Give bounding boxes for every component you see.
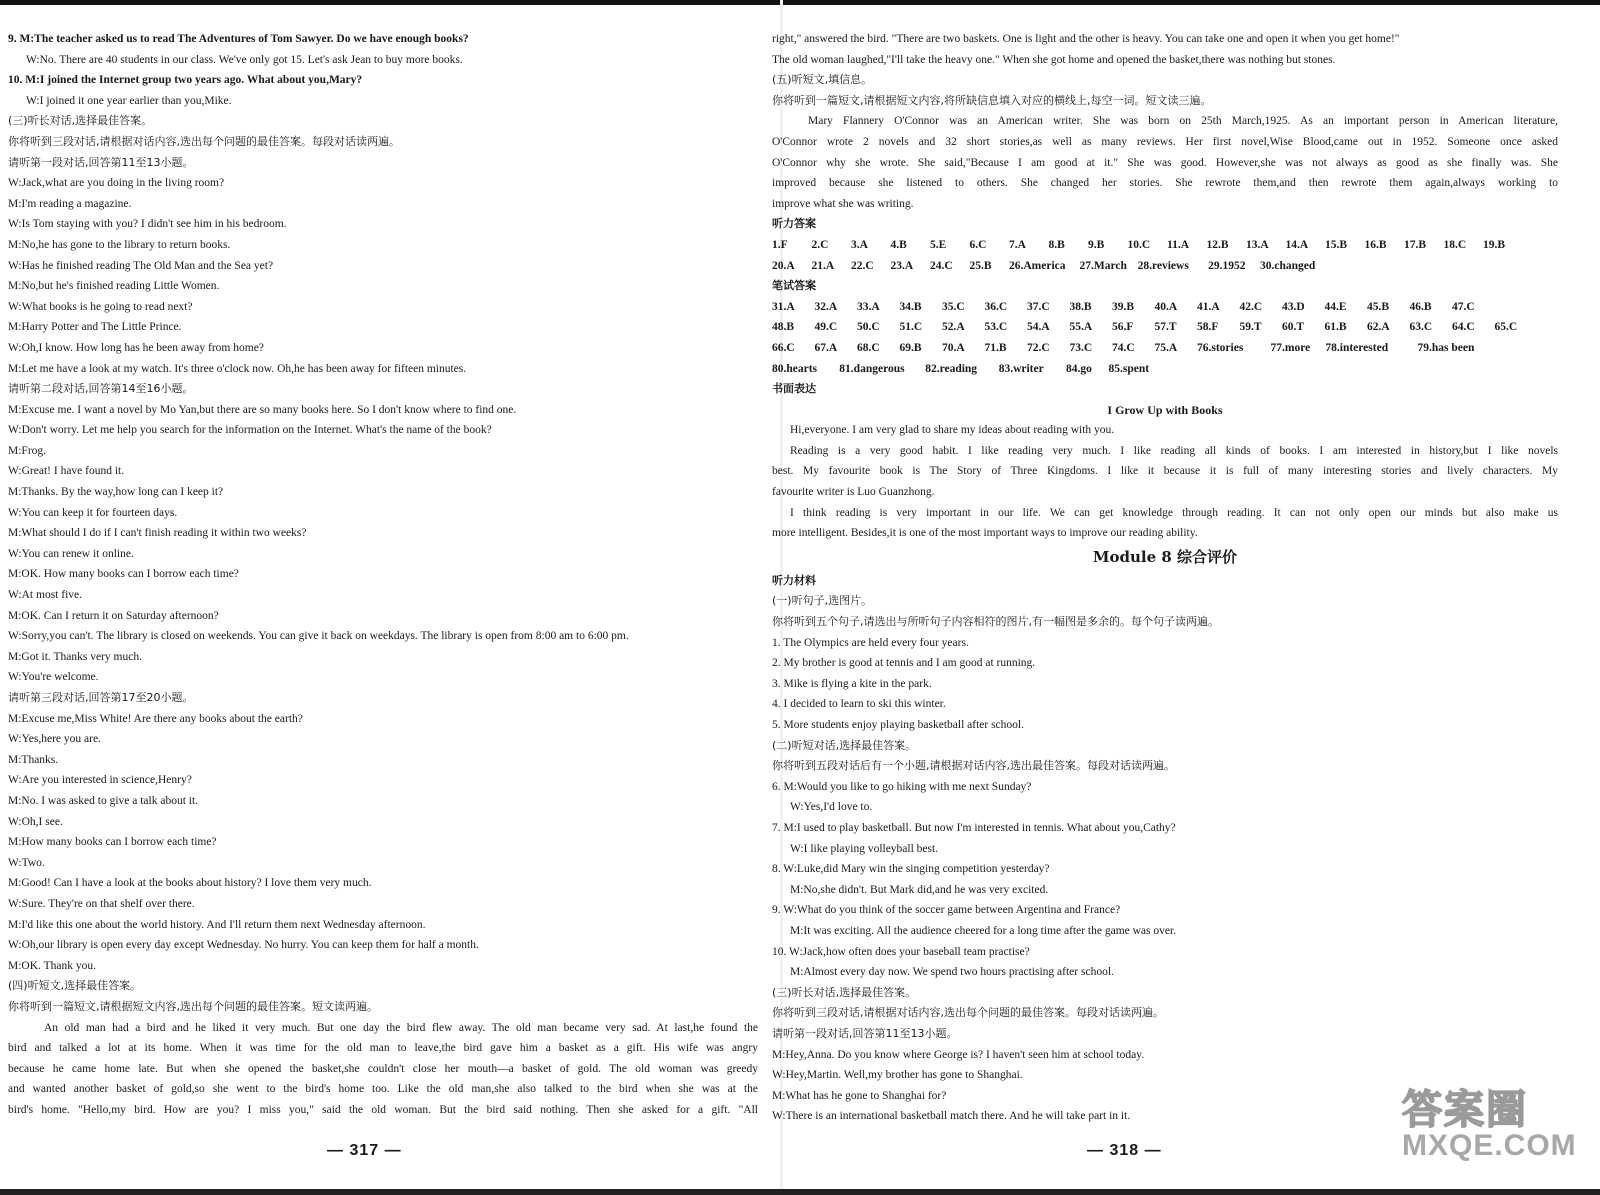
transcript-line: W:Yes,I'd love to.: [790, 801, 873, 814]
scan-bottom-edge: [0, 1189, 1600, 1195]
transcript-line: (五)听短文,填信息。: [772, 73, 873, 87]
answer-item: 49.C: [814, 321, 838, 334]
transcript-line: improve what she was writing.: [772, 197, 914, 210]
transcript-line: (二)听短对话,选择最佳答案。: [772, 738, 917, 752]
essay-line: favourite writer is Luo Guanzhong.: [772, 486, 935, 499]
answer-item: 1.F: [772, 238, 788, 251]
transcript-line: 10. W:Jack,how often does your baseball team practise?: [772, 945, 1030, 958]
answer-item: 21.A: [811, 259, 835, 272]
transcript-line: O'Connor wrote 2 novels and 32 short stories,as well as many reviews. Her first novel,Wise Blood,came out in 1952. Someone once asked: [772, 135, 1558, 148]
answer-item: 14.A: [1285, 238, 1309, 251]
transcript-line: 7. M:I used to play basketball. But now I'm interested in tennis. What about you,Cathy?: [772, 821, 1176, 834]
answer-item: 57.T: [1154, 321, 1177, 334]
answer-item: 5.E: [930, 238, 947, 251]
transcript-line: W:Hey,Martin. Well,my brother has gone to Shanghai.: [772, 1069, 1023, 1082]
transcript-line: M:No. I was asked to give a talk about it.: [8, 794, 199, 807]
transcript-line: W:Oh,our library is open every day except Wednesday. No hurry. You can keep them for half a month.: [8, 939, 479, 952]
transcript-line: W:Oh,I see.: [8, 815, 63, 828]
written-answer-key: [772, 297, 1558, 379]
transcript-line: W:Sorry,you can't. The library is closed on weekends. You can give it back on weekdays. The library is open from 8:00 am to 6:00 pm.: [8, 630, 629, 643]
answer-item: 59.T: [1239, 321, 1262, 334]
answer-item: 73.C: [1069, 341, 1093, 354]
answer-item: 83.writer: [998, 362, 1044, 375]
transcript-line: An old man had a bird and he liked it very much. But one day the bird flew away. The old man became very sad. At last,he found the: [44, 1021, 758, 1034]
transcript-line: W:You can renew it online.: [8, 547, 134, 560]
right-page: [772, 29, 1558, 1124]
transcript-line: because he came home late. But when she opened the basket,she couldn't close her mouth—a basket of gold. The old woman was greedy: [8, 1062, 758, 1075]
transcript-line: W:Are you interested in science,Henry?: [8, 774, 192, 787]
answer-item: 65.C: [1494, 321, 1518, 334]
transcript-line: 你将听到三段对话,请根据对话内容,选出每个问题的最佳答案。每段对话读两遍。: [8, 134, 400, 148]
answer-item: 52.A: [942, 321, 965, 334]
transcript-line: M:No,he has gone to the library to return books.: [8, 238, 231, 251]
page-number-317: — 317 —: [327, 1142, 402, 1159]
transcript-line: 9. M:The teacher asked us to read The Adventures of Tom Sawyer. Do we have enough books?: [8, 33, 469, 45]
answer-item: 39.B: [1112, 300, 1135, 313]
transcript-line: W:Two.: [8, 856, 45, 869]
transcript-line: O'Connor why she wrote. She said,"Because I am good at it." She was good. However,she was not always as good as she finally was. She: [772, 156, 1558, 169]
transcript-line: W:I like playing volleyball best.: [790, 842, 939, 855]
answer-item: 46.B: [1409, 300, 1432, 313]
written-answers-heading: 笔试答案: [772, 279, 816, 293]
transcript-line: M:No,she didn't. But Mark did,and he was very excited.: [790, 883, 1049, 896]
transcript-line: 你将听到五段对话后有一个小题,请根据对话内容,选出最佳答案。每段对话读两遍。: [772, 759, 1175, 773]
transcript-line: W:No. There are 40 students in our class. We've only got 15. Let's ask Jean to buy more books.: [26, 53, 463, 66]
answer-item: 77.more: [1270, 341, 1311, 354]
answer-item: 31.A: [772, 300, 795, 313]
answer-item: 56.F: [1112, 321, 1134, 334]
answer-item: 64.C: [1452, 321, 1475, 334]
transcript-line: (三)听长对话,选择最佳答案。: [772, 985, 917, 999]
transcript-line: M:Excuse me. I want a novel by Mo Yan,but there are so many books here. So I don't know where to find one.: [8, 403, 517, 416]
answer-item: 47.C: [1452, 300, 1475, 313]
answer-item: 34.B: [899, 300, 922, 313]
transcript-line: and wanted another basket of gold,so she went to the bird's home too. Like the old man,she also talked to the bird when she was at the: [8, 1083, 758, 1096]
transcript-line: M:Hey,Anna. Do you know where George is? I haven't seen him at school today.: [772, 1048, 1145, 1061]
answer-item: 18.C: [1443, 238, 1467, 251]
transcript-line: 9. W:What do you think of the soccer game between Argentina and France?: [772, 904, 1121, 917]
answer-item: 68.C: [857, 341, 880, 354]
answer-item: 66.C: [772, 341, 795, 354]
listening-answer-key: [772, 235, 1558, 276]
answer-item: 41.A: [1197, 300, 1220, 313]
transcript-line: W:You're welcome.: [8, 671, 99, 684]
answer-item: 33.A: [857, 300, 880, 313]
answer-item: 53.C: [984, 321, 1008, 334]
answer-item: 71.B: [984, 341, 1007, 354]
transcript-line: 10. M:I joined the Internet group two years ago. What about you,Mary?: [8, 74, 363, 87]
transcript-line: M:What should I do if I can't finish reading it within two weeks?: [8, 527, 307, 540]
transcript-line: 3. Mike is flying a kite in the park.: [772, 677, 932, 690]
answer-item: 24.C: [930, 259, 953, 272]
answer-item: 12.B: [1206, 238, 1229, 251]
answer-item: 30.changed: [1260, 259, 1316, 272]
answer-item: 42.C: [1239, 300, 1263, 313]
transcript-line: M:OK. How many books can I borrow each time?: [8, 568, 239, 581]
watermark-logo-url: MXQE.COM: [1402, 1129, 1577, 1162]
answer-item: 85.spent: [1108, 362, 1150, 375]
transcript-line: 请听第二段对话,回答第14至16小题。: [8, 382, 194, 396]
transcript-line: M:Got it. Thanks very much.: [8, 650, 142, 663]
transcript-line: bird's home. "Hello,my bird. How are you? I miss you," said the old woman. But the bird said nothing. Then she asked for a gift. "All: [8, 1103, 758, 1116]
transcript-line: improved because she listened to others. She changed her stories. She rewrote them,and then rewrote them again,always working to: [772, 177, 1558, 190]
answer-item: 26.America: [1009, 259, 1066, 272]
transcript-line: 请听第一段对话,回答第11至13小题。: [772, 1026, 958, 1040]
transcript-line: W:At most five.: [8, 589, 82, 602]
transcript-line: (一)听句子,选图片。: [772, 594, 873, 608]
answer-item: 80.hearts: [772, 362, 818, 375]
transcript-line: 你将听到一篇短文,请根据短文内容,选出每个问题的最佳答案。短文读两遍。: [8, 999, 378, 1013]
essay-title: I Grow Up with Books: [1107, 402, 1223, 417]
answer-item: 17.B: [1404, 238, 1427, 251]
answer-item: 15.B: [1325, 238, 1348, 251]
answer-item: 40.A: [1154, 300, 1178, 313]
transcript-line: (三)听长对话,选择最佳答案。: [8, 114, 153, 128]
transcript-line: M:OK. Can I return it on Saturday afternoon?: [8, 609, 219, 622]
right-page-top-text: [772, 29, 1558, 235]
transcript-line: M:I'd like this one about the world history. And I'll return them next Wednesday afternoon.: [8, 918, 426, 931]
answer-item: 8.B: [1048, 238, 1065, 251]
transcript-line: bird and talked a lot at its home. When it was time for the old man to leave,the bird gave him a basket as a gift. His wife was angry: [8, 1042, 758, 1055]
transcript-line: 8. W:Luke,did Mary win the singing competition yesterday?: [772, 863, 1050, 876]
transcript-line: 请听第一段对话,回答第11至13小题。: [8, 155, 194, 169]
module-heading: Module 8 综合评价: [1092, 547, 1238, 566]
answer-item: 43.D: [1282, 300, 1305, 313]
answer-item: 36.C: [984, 300, 1008, 313]
essay-line: Reading is a very good habit. I like reading very much. I like reading all kinds of books. I am interested in history,but I like novels: [790, 444, 1558, 457]
page-number-318: — 318 —: [1087, 1142, 1162, 1159]
transcript-line: 听力材料: [772, 573, 816, 587]
answer-item: 72.C: [1027, 341, 1050, 354]
answer-item: 23.A: [890, 259, 914, 272]
answer-item: 44.E: [1324, 300, 1347, 313]
transcript-line: (四)听短文,选择最佳答案。: [8, 979, 142, 993]
answer-item: 37.C: [1027, 300, 1050, 313]
transcript-line: M:Harry Potter and The Little Prince.: [8, 321, 182, 334]
transcript-line: W:I joined it one year earlier than you,Mike.: [26, 94, 232, 107]
transcript-line: 1. The Olympics are held every four years.: [772, 636, 969, 649]
answer-item: 20.A: [772, 259, 795, 272]
transcript-line: W:Yes,here you are.: [8, 733, 101, 746]
answer-item: 76.stories: [1197, 341, 1244, 354]
answer-row: [772, 235, 1558, 256]
transcript-line: M:How many books can I borrow each time?: [8, 836, 217, 849]
transcript-line: M:OK. Thank you.: [8, 959, 96, 972]
transcript-line: The old woman laughed,"I'll take the heavy one." When she got home and opened the basket,there was nothing but stones.: [772, 53, 1336, 66]
answer-item: 35.C: [942, 300, 965, 313]
answer-item: 2.C: [811, 238, 829, 251]
transcript-line: 你将听到一篇短文,请根据短文内容,将所缺信息填入对应的横线上,每空一词。短文读三遍。: [772, 93, 1212, 107]
answer-item: 67.A: [814, 341, 838, 354]
transcript-line: W:You can keep it for fourteen days.: [8, 506, 178, 519]
answer-item: 82.reading: [925, 362, 978, 375]
transcript-line: 请听第三段对话,回答第17至20小题。: [8, 691, 194, 704]
transcript-line: right," answered the bird. "There are two baskets. One is light and the other is heavy. You can take one and open it when you get home!": [772, 33, 1400, 45]
answer-item: 58.F: [1197, 321, 1219, 334]
answer-item: 84.go: [1066, 362, 1092, 375]
answer-item: 25.B: [969, 259, 992, 272]
essay-heading: 书面表达: [772, 382, 816, 396]
transcript-line: 你将听到三段对话,请根据对话内容,选出每个问题的最佳答案。每段对话读两遍。: [772, 1006, 1164, 1020]
watermark-logo: [1402, 1078, 1577, 1178]
answer-item: 81.dangerous: [839, 362, 905, 375]
answer-item: 29.1952: [1208, 259, 1246, 272]
transcript-line: 你将听到五个句子,请选出与所听句子内容相符的图片,有一幅图是多余的。每个句子读两遍。: [772, 615, 1219, 629]
answer-item: 4.B: [890, 238, 907, 251]
answer-item: 51.C: [899, 321, 923, 334]
answer-item: 28.reviews: [1137, 259, 1189, 272]
essay-body: [772, 420, 1558, 544]
answer-item: 3.A: [851, 238, 868, 251]
transcript-line: M:No,but he's finished reading Little Women.: [8, 280, 220, 293]
transcript-line: 2. My brother is good at tennis and I am good at running.: [772, 657, 1036, 670]
transcript-line: M:It was exciting. All the audience cheered for a long time after the game was over.: [790, 924, 1177, 937]
answer-item: 38.B: [1069, 300, 1092, 313]
watermark-logo-mark: 答案圈: [1402, 1087, 1528, 1133]
answer-item: 60.T: [1282, 321, 1305, 334]
transcript-line: W:Has he finished reading The Old Man and the Sea yet?: [8, 259, 274, 272]
transcript-line: W:Jack,what are you doing in the living room?: [8, 177, 225, 190]
answer-item: 27.March: [1079, 259, 1127, 272]
module-8-listening-material: [772, 571, 1558, 1124]
answer-item: 32.A: [814, 300, 838, 313]
answer-item: 16.B: [1364, 238, 1387, 251]
transcript-line: M:Frog.: [8, 444, 47, 457]
answer-item: 13.A: [1246, 238, 1269, 251]
transcript-line: M:Almost every day now. We spend two hours practising after school.: [790, 966, 1114, 979]
answer-item: 48.B: [772, 321, 795, 334]
answer-item: 79.has been: [1417, 341, 1475, 354]
answer-item: 7.A: [1009, 238, 1026, 251]
transcript-line: M:What has he gone to Shanghai for?: [772, 1089, 947, 1102]
answer-item: 45.B: [1367, 300, 1390, 313]
transcript-line: W:What books is he going to read next?: [8, 300, 193, 313]
answer-row: [772, 359, 1558, 380]
left-page: [8, 29, 758, 1124]
transcript-line: M:Thanks.: [8, 753, 59, 766]
essay-line: Hi,everyone. I am very glad to share my ideas about reading with you.: [790, 424, 1115, 437]
transcript-line: M:Thanks. By the way,how long can I keep it?: [8, 486, 224, 499]
answer-item: 62.A: [1367, 321, 1390, 334]
answer-item: 6.C: [969, 238, 987, 251]
transcript-line: M:Excuse me,Miss White! Are there any books about the earth?: [8, 712, 303, 725]
answer-item: 75.A: [1154, 341, 1178, 354]
transcript-line: W:Sure. They're on that shelf over there.: [8, 897, 195, 910]
answer-item: 63.C: [1409, 321, 1433, 334]
transcript-line: 5. More students enjoy playing basketball after school.: [772, 719, 1024, 731]
answer-row: [772, 338, 1558, 359]
answer-item: 78.interested: [1325, 341, 1389, 354]
answer-item: 10.C: [1127, 238, 1151, 251]
transcript-line: 4. I decided to learn to ski this winter.: [772, 698, 946, 711]
scan-top-edge: [0, 0, 1600, 5]
answer-row: [772, 256, 1558, 277]
transcript-line: W:Great! I have found it.: [8, 465, 125, 478]
answer-item: 11.A: [1167, 238, 1190, 251]
transcript-line: Mary Flannery O'Connor was an American writer. She was born on 25th March,1925. As an important person in American literature,: [808, 115, 1558, 128]
answer-item: 69.B: [899, 341, 922, 354]
transcript-line: M:Good! Can I have a look at the books about history? I love them very much.: [8, 877, 372, 890]
essay-line: best. My favourite book is The Story of Three Kingdoms. I like it because it is full of many interesting stories and lively characters. My: [772, 465, 1558, 478]
answer-item: 54.A: [1027, 321, 1050, 334]
answer-item: 19.B: [1483, 238, 1506, 251]
transcript-line: W:Is Tom staying with you? I didn't see him in his bedroom.: [8, 218, 287, 231]
answer-item: 70.A: [942, 341, 965, 354]
transcript-line: M:I'm reading a magazine.: [8, 197, 132, 210]
transcript-line: M:Let me have a look at my watch. It's three o'clock now. Oh,he has been away for fifteen minutes.: [8, 362, 467, 375]
transcript-line: W:Oh,I know. How long has he been away from home?: [8, 341, 264, 354]
answer-item: 55.A: [1069, 321, 1093, 334]
answer-item: 61.B: [1324, 321, 1347, 334]
transcript-line: 6. M:Would you like to go hiking with me next Sunday?: [772, 780, 1032, 793]
essay-line: more intelligent. Besides,it is one of the most important ways to improve our reading ability.: [772, 527, 1198, 540]
answer-row: [772, 317, 1558, 338]
essay-line: I think reading is very important in our life. We can get knowledge through reading. It can not only open our minds but also make us: [790, 506, 1558, 519]
transcript-line: W:Don't worry. Let me help you search for the information on the Internet. What's the name of the book?: [8, 424, 492, 437]
transcript-line: W:There is an international basketball match there. And he will take part in it.: [772, 1110, 1131, 1123]
answer-row: [772, 297, 1558, 318]
answer-item: 50.C: [857, 321, 880, 334]
answer-item: 22.C: [851, 259, 874, 272]
answer-item: 9.B: [1088, 238, 1105, 251]
transcript-line: 听力答案: [772, 217, 816, 231]
answer-item: 74.C: [1112, 341, 1135, 354]
